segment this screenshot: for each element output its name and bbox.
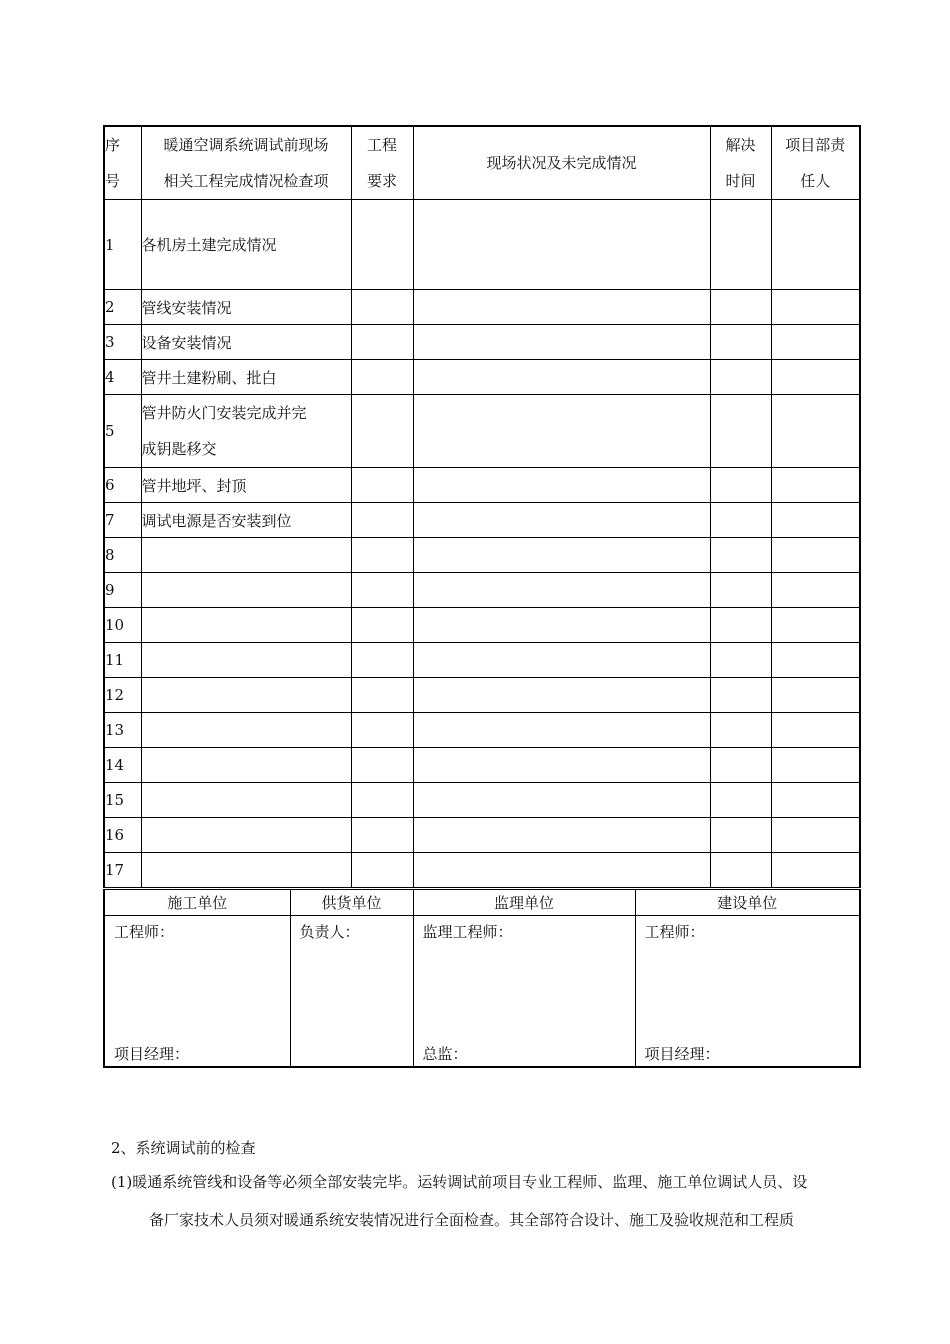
table-row	[104, 325, 860, 360]
row-requirement	[351, 395, 413, 468]
row-item	[141, 748, 351, 783]
row-responsible	[771, 783, 860, 818]
row-requirement	[351, 818, 413, 853]
header-seq-line1: 序	[105, 136, 121, 154]
row-number: 16	[104, 818, 141, 853]
row-item-line: 设备安装情况	[141, 333, 232, 352]
row-responsible	[771, 713, 860, 748]
row-item	[141, 395, 351, 468]
row-status	[413, 468, 710, 503]
row-number: 11	[104, 643, 141, 678]
row-responsible	[771, 678, 860, 713]
row-number: 9	[104, 573, 141, 608]
inspection-table	[103, 125, 861, 888]
header-item	[141, 126, 351, 200]
header-person-line2: 任人	[800, 172, 831, 190]
row-resolve-time	[710, 748, 771, 783]
label-responsible-person: 负责人：	[299, 923, 360, 941]
paragraph-line-2: 备厂家技术人员须对暖通系统安装情况进行全面检查。其全部符合设计、施工及验收规范和工程质	[149, 1211, 795, 1229]
row-requirement	[351, 783, 413, 818]
header-status-text: 现场状况及未完成情况	[486, 154, 637, 172]
row-resolve-time	[710, 783, 771, 818]
row-responsible	[771, 360, 860, 395]
row-status	[413, 748, 710, 783]
row-responsible	[771, 853, 860, 888]
row-resolve-time	[710, 573, 771, 608]
row-number: 6	[104, 468, 141, 503]
row-item	[141, 468, 351, 503]
row-item	[141, 503, 351, 538]
row-number: 2	[104, 290, 141, 325]
row-number: 12	[104, 678, 141, 713]
row-responsible	[771, 818, 860, 853]
row-responsible	[771, 290, 860, 325]
row-responsible	[771, 325, 860, 360]
row-item	[141, 200, 351, 290]
row-requirement	[351, 503, 413, 538]
row-requirement	[351, 290, 413, 325]
row-item-line: 各机房土建完成情况	[141, 236, 277, 254]
row-resolve-time	[710, 325, 771, 360]
row-requirement	[351, 853, 413, 888]
row-requirement	[351, 608, 413, 643]
table-row	[104, 360, 860, 395]
row-number: 17	[104, 853, 141, 888]
row-responsible	[771, 748, 860, 783]
row-number: 4	[104, 360, 141, 395]
row-item-line: 调试电源是否安装到位	[141, 511, 292, 530]
table-row	[104, 395, 860, 468]
header-requirement-line1: 工程	[366, 136, 397, 154]
row-status	[413, 573, 710, 608]
row-requirement	[351, 678, 413, 713]
header-item-line1: 暖通空调系统调试前现场	[163, 136, 329, 154]
table-row	[104, 783, 860, 818]
row-item-line: 成钥匙移交	[141, 440, 217, 458]
row-item-line: 管井防火门安装完成并完	[141, 404, 307, 422]
row-status	[413, 643, 710, 678]
row-resolve-time	[710, 503, 771, 538]
row-status	[413, 853, 710, 888]
signature-supervision	[413, 916, 635, 1068]
header-status	[413, 126, 710, 200]
row-number: 14	[104, 748, 141, 783]
row-status	[413, 783, 710, 818]
row-resolve-time	[710, 200, 771, 290]
row-status	[413, 200, 710, 290]
row-item	[141, 290, 351, 325]
table-row	[104, 748, 860, 783]
signature-construction	[104, 916, 290, 1068]
label-engineer: 工程师：	[114, 923, 175, 941]
row-status	[413, 608, 710, 643]
row-number: 13	[104, 713, 141, 748]
row-responsible	[771, 643, 860, 678]
row-resolve-time	[710, 853, 771, 888]
row-status	[413, 713, 710, 748]
row-item	[141, 853, 351, 888]
row-item	[141, 713, 351, 748]
row-number: 7	[104, 503, 141, 538]
row-item	[141, 643, 351, 678]
row-item	[141, 818, 351, 853]
row-resolve-time	[710, 468, 771, 503]
row-status	[413, 360, 710, 395]
row-responsible	[771, 468, 860, 503]
unit-supplier: 供货单位	[290, 890, 413, 916]
row-item	[141, 608, 351, 643]
row-responsible	[771, 503, 860, 538]
row-requirement	[351, 748, 413, 783]
row-status	[413, 538, 710, 573]
row-item	[141, 538, 351, 573]
row-status	[413, 503, 710, 538]
row-responsible	[771, 608, 860, 643]
row-number: 15	[104, 783, 141, 818]
row-responsible	[771, 573, 860, 608]
signoff-signature-row	[104, 916, 860, 1068]
label-owner-project-manager: 项目经理：	[644, 1045, 720, 1063]
row-requirement	[351, 573, 413, 608]
header-row	[104, 126, 860, 200]
row-status	[413, 678, 710, 713]
unit-construction: 施工单位	[104, 890, 290, 916]
label-chief-supervisor: 总监：	[422, 1045, 468, 1063]
table-row	[104, 713, 860, 748]
row-requirement	[351, 200, 413, 290]
table-row	[104, 643, 860, 678]
table-row	[104, 608, 860, 643]
row-number: 10	[104, 608, 141, 643]
row-requirement	[351, 713, 413, 748]
table-row	[104, 573, 860, 608]
header-seq	[104, 126, 141, 200]
table-row	[104, 468, 860, 503]
row-requirement	[351, 360, 413, 395]
row-resolve-time	[710, 290, 771, 325]
signature-owner	[635, 916, 860, 1068]
header-seq-line2: 号	[105, 172, 121, 190]
unit-supervision: 监理单位	[413, 890, 635, 916]
row-item	[141, 573, 351, 608]
row-number: 3	[104, 325, 141, 360]
row-requirement	[351, 468, 413, 503]
header-person	[771, 126, 860, 200]
row-status	[413, 290, 710, 325]
row-requirement	[351, 643, 413, 678]
row-resolve-time	[710, 643, 771, 678]
row-responsible	[771, 200, 860, 290]
label-supervising-engineer: 监理工程师：	[422, 923, 513, 941]
row-number: 8	[104, 538, 141, 573]
table-row	[104, 818, 860, 853]
row-number: 1	[104, 200, 141, 290]
row-requirement	[351, 325, 413, 360]
header-time-line2: 时间	[725, 172, 756, 190]
table-row	[104, 853, 860, 888]
paragraph-line-1: (1)暖通系统管线和设备等必须全部安装完毕。运转调试前项目专业工程师、监理、施工单位调试人员、设	[111, 1173, 808, 1191]
header-person-line1: 项目部责	[785, 136, 846, 154]
table-row	[104, 290, 860, 325]
row-resolve-time	[710, 395, 771, 468]
row-resolve-time	[710, 538, 771, 573]
row-responsible	[771, 538, 860, 573]
row-status	[413, 325, 710, 360]
row-number: 5	[104, 395, 141, 468]
row-item	[141, 325, 351, 360]
row-resolve-time	[710, 678, 771, 713]
header-requirement-line2: 要求	[366, 172, 397, 190]
row-item	[141, 360, 351, 395]
signoff-table	[103, 889, 861, 1068]
row-resolve-time	[710, 360, 771, 395]
unit-owner: 建设单位	[635, 890, 860, 916]
row-item	[141, 783, 351, 818]
label-owner-engineer: 工程师：	[644, 923, 705, 941]
row-item-line: 管线安装情况	[141, 298, 232, 317]
row-resolve-time	[710, 818, 771, 853]
row-status	[413, 818, 710, 853]
section-heading: 2、系统调试前的检查	[111, 1139, 256, 1157]
row-resolve-time	[710, 713, 771, 748]
table-row	[104, 538, 860, 573]
row-requirement	[351, 538, 413, 573]
label-project-manager: 项目经理：	[114, 1045, 190, 1063]
row-item-line: 管井地坪、封顶	[141, 476, 247, 495]
row-resolve-time	[710, 608, 771, 643]
table-row	[104, 678, 860, 713]
table-row	[104, 200, 860, 290]
row-item-line: 管井土建粉刷、批白	[141, 368, 277, 387]
signoff-unit-row	[104, 890, 860, 916]
row-responsible	[771, 395, 860, 468]
table-row	[104, 503, 860, 538]
header-time	[710, 126, 771, 200]
row-item	[141, 678, 351, 713]
header-item-line2: 相关工程完成情况检查项	[163, 172, 329, 190]
header-time-line1: 解决	[725, 136, 756, 154]
row-status	[413, 395, 710, 468]
header-requirement	[351, 126, 413, 200]
signature-supplier	[290, 916, 413, 1068]
